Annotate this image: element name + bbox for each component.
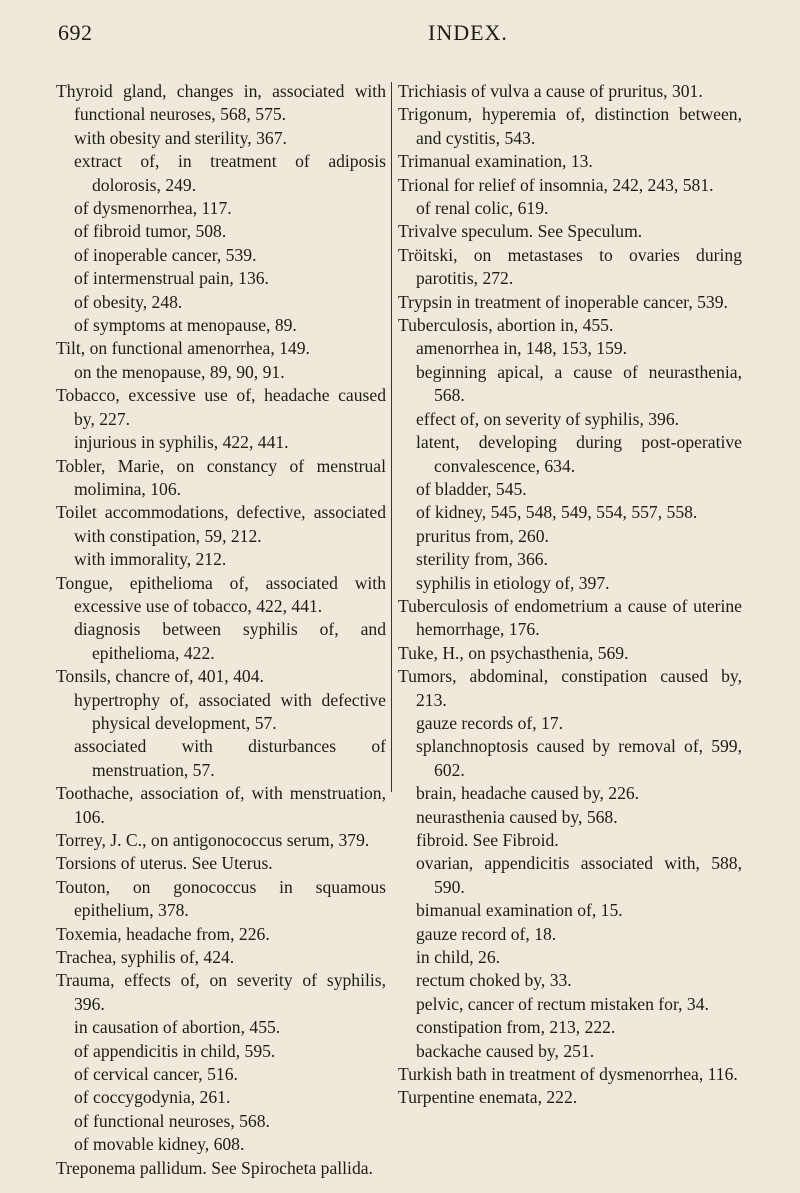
index-subentry: effect of, on severity of syphilis, 396.: [416, 408, 680, 429]
index-subentry: in child, 26.: [416, 947, 501, 968]
index-entry: Toilet accommodations, defective, associated with constipation, 59, 212.: [56, 502, 386, 546]
index-subentry: ovarian, appendicitis associated with, 588, 590.: [416, 853, 742, 897]
index-subentry: constipation from, 213, 222.: [416, 1017, 616, 1038]
index-subentry: with immorality, 212.: [74, 549, 227, 570]
index-subentry: of coccygodynia, 261.: [74, 1087, 231, 1108]
index-entry: Torrey, J. C., on antigonococcus serum, 379.: [56, 830, 370, 850]
index-subentry: in causation of abortion, 455.: [74, 1017, 281, 1038]
index-subentry: of renal colic, 619.: [416, 198, 549, 219]
index-entry: Tobacco, excessive use of, headache caused by, 227.: [56, 385, 386, 429]
index-entry: Thyroid gland, changes in, associated with functional neuroses, 568, 575.: [56, 81, 386, 125]
index-subentry: on the menopause, 89, 90, 91.: [74, 361, 285, 382]
index-subentry: brain, headache caused by, 226.: [416, 783, 640, 804]
index-entry: Tumors, abdominal, constipation caused by, 213.: [398, 666, 742, 710]
index-entry: Tuberculosis, abortion in, 455.: [398, 315, 614, 336]
index-subentry: of cervical cancer, 516.: [74, 1064, 238, 1085]
index-subentry: sterility from, 366.: [416, 549, 548, 570]
index-subentry: of movable kidney, 608.: [74, 1134, 245, 1155]
index-subentry: extract of, in treatment of adiposis dolorosis, 249.: [74, 151, 386, 195]
index-entry: Tröitski, on metastases to ovaries during parotitis, 272.: [398, 244, 742, 289]
page-header: [58, 20, 760, 50]
index-subentry: diagnosis between syphilis of, and epithelioma, 422.: [74, 619, 386, 663]
index-entry: Trauma, effects of, on severity of syphilis, 396.: [56, 970, 386, 1014]
page-number: 692: [58, 20, 93, 45]
index-entry: Tilt, on functional amenorrhea, 149.: [56, 338, 310, 359]
index-entry: Trypsin in treatment of inoperable cancer, 539.: [398, 291, 728, 312]
index-subentry: of functional neuroses, 568.: [74, 1110, 270, 1131]
index-entry: Turkish bath in treatment of dysmenorrhea, 116.: [398, 1064, 738, 1085]
index-entry: Tuberculosis of endometrium a cause of uterine hemorrhage, 176.: [398, 595, 742, 640]
index-entry: Tongue, epithelioma of, associated with excessive use of tobacco, 422, 441.: [56, 572, 386, 616]
running-head: INDEX.: [428, 20, 508, 45]
index-subentry: gauze records of, 17.: [416, 712, 564, 733]
index-subentry: pelvic, cancer of rectum mistaken for, 34.: [416, 993, 709, 1014]
index-entry: Trichiasis of vulva a cause of pruritus, 301.: [398, 81, 703, 101]
index-subentry: of symptoms at menopause, 89.: [74, 315, 297, 336]
index-subentry: rectum choked by, 33.: [416, 970, 572, 991]
index-subentry: of intermenstrual pain, 136.: [74, 268, 269, 289]
index-subentry: of dysmenorrhea, 117.: [74, 198, 232, 219]
index-entry: Turpentine enemata, 222.: [398, 1087, 578, 1108]
index-subentry: associated with disturbances of menstruation, 57.: [74, 736, 386, 780]
index-subentry: backache caused by, 251.: [416, 1040, 595, 1061]
index-subentry: pruritus from, 260.: [416, 525, 549, 546]
index-subentry: of inoperable cancer, 539.: [74, 244, 257, 265]
index-entry: Trimanual examination, 13.: [398, 151, 593, 172]
index-subentry: fibroid. See Fibroid.: [416, 830, 559, 850]
index-column-right: [398, 80, 742, 1110]
index-entry: Touton, on gonococcus in squamous epithelium, 378.: [56, 876, 386, 921]
index-entry: Torsions of uterus. See Uterus.: [56, 853, 273, 874]
index-subentry: with obesity and sterility, 367.: [74, 127, 287, 148]
index-subentry: neurasthenia caused by, 568.: [416, 806, 618, 827]
index-entry: Trivalve speculum. See Speculum.: [398, 221, 643, 242]
index-subentry: of fibroid tumor, 508.: [74, 221, 227, 242]
index-subentry: amenorrhea in, 148, 153, 159.: [416, 338, 628, 359]
index-subentry: syphilis in etiology of, 397.: [416, 572, 610, 593]
index-entry: Trigonum, hyperemia of, distinction between, and cystitis, 543.: [398, 104, 742, 148]
index-entry: Toxemia, headache from, 226.: [56, 923, 270, 944]
index-entry: Trachea, syphilis of, 424.: [56, 947, 235, 968]
index-column-left: [56, 80, 386, 1180]
index-entry: Treponema pallidum. See Spirocheta pallida.: [56, 1157, 373, 1178]
index-entry: Tuke, H., on psychasthenia, 569.: [398, 642, 629, 663]
index-entry: Toothache, association of, with menstruation, 106.: [56, 783, 386, 827]
index-subentry: of kidney, 545, 548, 549, 554, 557, 558.: [416, 502, 698, 523]
index-subentry: splanchnoptosis caused by removal of, 599, 602.: [416, 736, 742, 780]
index-subentry: bimanual examination of, 15.: [416, 900, 623, 921]
column-divider: [391, 82, 392, 792]
index-subentry: latent, developing during post-operative convalescence, 634.: [416, 432, 742, 476]
index-subentry: of obesity, 248.: [74, 291, 183, 312]
index-subentry: gauze record of, 18.: [416, 923, 557, 944]
index-subentry: hypertrophy of, associated with defective physical development, 57.: [74, 689, 386, 733]
index-subentry: of bladder, 545.: [416, 478, 527, 499]
index-subentry: beginning apical, a cause of neurasthenia, 568.: [416, 361, 742, 406]
index-entry: Tobler, Marie, on constancy of menstrual molimina, 106.: [56, 455, 386, 499]
index-subentry: of appendicitis in child, 595.: [74, 1040, 276, 1061]
index-entry: Trional for relief of insomnia, 242, 243, 581.: [398, 174, 714, 195]
index-entry: Tonsils, chancre of, 401, 404.: [56, 666, 264, 687]
index-subentry: injurious in syphilis, 422, 441.: [74, 432, 289, 453]
